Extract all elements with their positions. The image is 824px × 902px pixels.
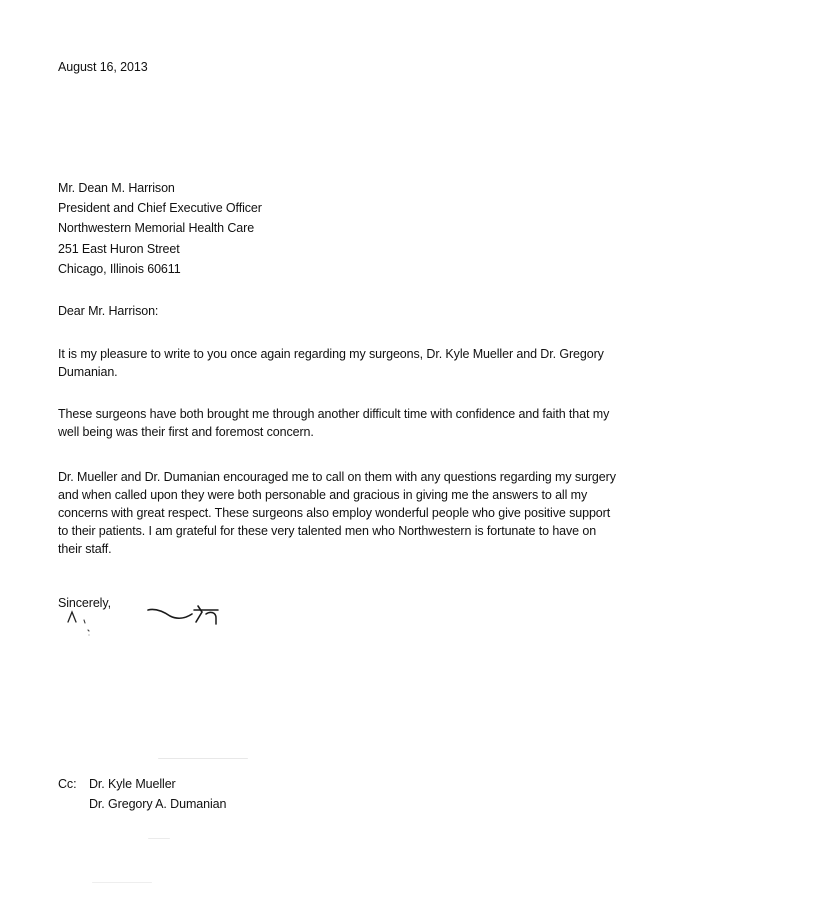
closing: Sincerely,	[58, 596, 111, 610]
recipient-title: President and Chief Executive Officer	[58, 201, 262, 215]
paragraph-line: These surgeons have both brought me through another difficult time with confidence and faith that my	[58, 407, 610, 421]
cc-name: Dr. Gregory A. Dumanian	[89, 797, 227, 811]
scan-artifact	[158, 758, 248, 759]
paragraph-line: their staff.	[58, 542, 112, 556]
recipient-street: 251 East Huron Street	[58, 242, 180, 256]
paragraph-line: well being was their first and foremost concern.	[58, 425, 314, 439]
body-paragraph-2	[58, 405, 778, 441]
cc-label: Cc:	[58, 777, 77, 791]
cc-name: Dr. Kyle Mueller	[89, 777, 176, 791]
scan-artifact	[92, 882, 152, 883]
signature-image	[60, 600, 240, 640]
recipient-city: Chicago, Illinois 60611	[58, 262, 181, 276]
body-paragraph-1	[58, 345, 778, 381]
paragraph-line: It is my pleasure to write to you once again regarding my surgeons, Dr. Kyle Mueller and Dr. Gregory	[58, 347, 604, 361]
paragraph-line: Dr. Mueller and Dr. Dumanian encouraged me to call on them with any questions regarding my surgery	[58, 470, 616, 484]
salutation: Dear Mr. Harrison:	[58, 304, 159, 318]
scan-artifact	[88, 634, 90, 636]
letter-date: August 16, 2013	[58, 60, 148, 74]
scan-artifact	[148, 838, 170, 839]
recipient-name: Mr. Dean M. Harrison	[58, 181, 175, 195]
paragraph-line: and when called upon they were both personable and gracious in giving me the answers to all my	[58, 488, 588, 502]
body-paragraph-3	[58, 468, 778, 558]
recipient-organization: Northwestern Memorial Health Care	[58, 221, 255, 235]
paragraph-line: Dumanian.	[58, 365, 118, 379]
paragraph-line: concerns with great respect. These surgeons also employ wonderful people who give positive support	[58, 506, 611, 520]
paragraph-line: to their patients. I am grateful for these very talented men who Northwestern is fortunate to have on	[58, 524, 597, 538]
